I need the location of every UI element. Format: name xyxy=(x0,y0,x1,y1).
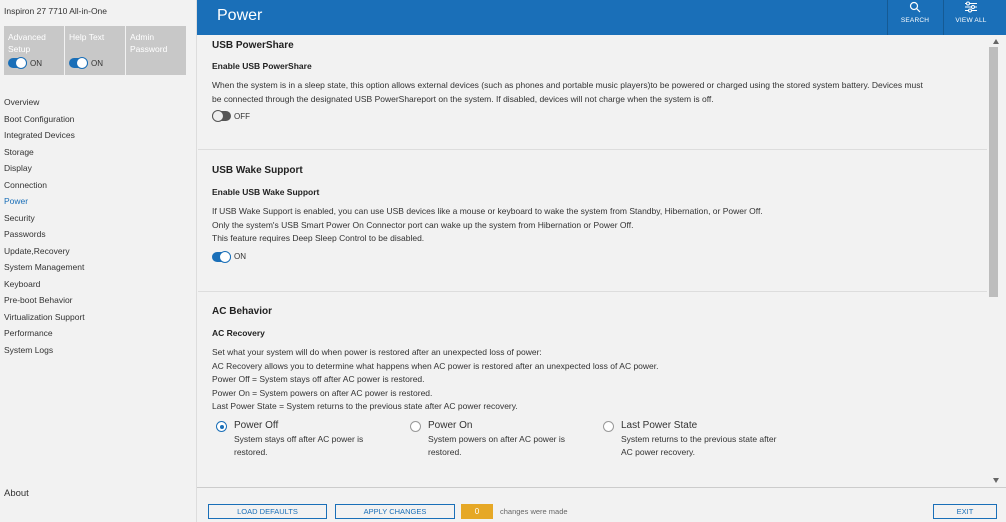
usb-powershare-section xyxy=(212,40,987,122)
sidebar-item-system-logs[interactable]: System Logs xyxy=(4,344,54,355)
section-title: USB PowerShare xyxy=(212,40,294,51)
help-text-toggle[interactable] xyxy=(69,58,103,69)
sidebar-item-storage[interactable]: Storage xyxy=(4,146,34,157)
option-label-power-on[interactable]: Power On xyxy=(428,420,473,431)
advanced-setup-tile[interactable] xyxy=(4,26,64,75)
option-desc-last-power-state: System returns to the previous state after AC power recovery. xyxy=(621,434,777,457)
changes-count-badge: 0 xyxy=(461,504,493,519)
description-line: If USB Wake Support is enabled, you can use USB devices like a mouse or keyboard to wake the system from Standby, Hibernation, or Power Off. xyxy=(212,206,763,216)
toggle-switch-icon xyxy=(8,58,27,68)
description-line: Only the system's USB Smart Power On Connector port can wake up the system from Hibernation or Power Off. xyxy=(212,219,634,230)
description-line: AC Recovery allows you to determine what happens when AC power is restored after an unexpected loss of AC power. xyxy=(212,360,659,371)
section-title: USB Wake Support xyxy=(212,165,303,176)
search-label: SEARCH xyxy=(900,17,930,24)
advanced-setup-label: Advanced Setup xyxy=(8,32,46,54)
option-desc-power-on: System powers on after AC power is restored. xyxy=(428,434,566,457)
about-link[interactable]: About xyxy=(4,488,29,499)
sidebar-item-pre-boot-behavior[interactable]: Pre-boot Behavior xyxy=(4,295,73,305)
ac-recovery-options xyxy=(198,420,987,465)
radio-power-off[interactable] xyxy=(216,421,227,432)
divider xyxy=(198,291,987,292)
sidebar-item-boot-configuration[interactable]: Boot Configuration xyxy=(4,113,75,124)
search-icon xyxy=(909,1,921,13)
sidebar-item-passwords[interactable]: Passwords xyxy=(4,229,46,239)
sidebar-item-performance[interactable]: Performance xyxy=(4,328,53,338)
sliders-icon xyxy=(964,1,978,13)
sidebar-item-connection[interactable]: Connection xyxy=(4,179,48,190)
toggle-state: OFF xyxy=(234,111,250,121)
usb-powershare-toggle[interactable] xyxy=(212,111,987,122)
description-line: Power Off = System stays off after AC power is restored. xyxy=(212,374,425,384)
load-defaults-button[interactable]: LOAD DEFAULTS xyxy=(208,504,327,519)
view-all-button[interactable] xyxy=(943,0,998,35)
help-text-state: ON xyxy=(91,58,103,68)
description-line: Last Power State = System returns to the previous state after AC power recovery. xyxy=(212,401,518,411)
usb-wake-section xyxy=(212,165,987,263)
option-desc-power-off: System stays off after AC power is restored. xyxy=(234,434,364,457)
scroll-thumb[interactable] xyxy=(989,47,998,297)
help-text-tile[interactable] xyxy=(65,26,125,75)
sidebar-item-integrated-devices[interactable]: Integrated Devices xyxy=(4,130,75,140)
description-line: When the system is in a sleep state, this option allows external devices (such as phones and portable music players)to be powered or charged using the stored system battery. Devices must xyxy=(212,80,923,90)
sidebar-item-power[interactable]: Power xyxy=(4,196,29,206)
apply-changes-button[interactable]: APPLY CHANGES xyxy=(335,504,455,519)
section-subtitle: AC Recovery xyxy=(212,328,265,338)
admin-password-tile[interactable] xyxy=(126,26,186,75)
advanced-setup-toggle[interactable] xyxy=(8,58,42,69)
description-line: be connected through the designated USB PowerShareport on the system. If disabled, devices will not charge when the system is off. xyxy=(212,93,714,104)
advanced-setup-state: ON xyxy=(30,58,42,68)
sidebar xyxy=(0,0,197,522)
ac-behavior-section xyxy=(212,306,987,414)
section-subtitle: Enable USB Wake Support xyxy=(212,187,320,197)
sidebar-item-security[interactable]: Security xyxy=(4,212,35,223)
exit-button[interactable]: EXIT xyxy=(933,504,997,519)
description-line: This feature requires Deep Sleep Control to be disabled. xyxy=(212,233,425,243)
option-label-power-off[interactable]: Power Off xyxy=(234,420,279,431)
sidebar-nav xyxy=(4,96,85,360)
sidebar-item-virtualization-support[interactable]: Virtualization Support xyxy=(4,311,85,322)
settings-content xyxy=(198,35,987,487)
scroll-down-arrow-icon[interactable] xyxy=(993,478,999,483)
sidebar-item-update-recovery[interactable]: Update,Recovery xyxy=(4,245,70,256)
section-title: AC Behavior xyxy=(212,306,273,317)
sidebar-item-system-management[interactable]: System Management xyxy=(4,262,85,272)
system-model: Inspiron 27 7710 All-in-One xyxy=(4,6,108,16)
page-title: Power xyxy=(217,7,263,24)
toggle-switch-icon xyxy=(212,252,231,262)
content-scrollbar[interactable] xyxy=(987,35,1006,487)
option-label-last-power-state[interactable]: Last Power State xyxy=(621,420,698,431)
radio-last-power-state[interactable] xyxy=(603,421,614,432)
footer-bar xyxy=(197,487,1006,522)
search-button[interactable] xyxy=(887,0,942,35)
usb-wake-toggle[interactable] xyxy=(212,252,987,263)
toggle-switch-icon xyxy=(69,58,88,68)
divider xyxy=(198,149,987,150)
help-text-label: Help Text xyxy=(69,32,105,42)
section-subtitle: Enable USB PowerShare xyxy=(212,61,312,71)
page-header xyxy=(197,0,1006,35)
sidebar-item-display[interactable]: Display xyxy=(4,163,32,173)
sidebar-item-keyboard[interactable]: Keyboard xyxy=(4,278,41,289)
scroll-up-arrow-icon[interactable] xyxy=(993,39,999,44)
description-line: Set what your system will do when power is restored after an unexpected loss of power: xyxy=(212,347,542,357)
toggle-state: ON xyxy=(234,252,246,262)
radio-power-on[interactable] xyxy=(410,421,421,432)
toggle-switch-icon xyxy=(212,111,231,121)
view-all-label: VIEW ALL xyxy=(955,17,987,24)
changes-status-text: changes were made xyxy=(500,507,568,516)
admin-password-label: Admin Password xyxy=(130,32,168,54)
description-line: Power On = System powers on after AC power is restored. xyxy=(212,387,433,398)
sidebar-item-overview[interactable]: Overview xyxy=(4,97,40,107)
